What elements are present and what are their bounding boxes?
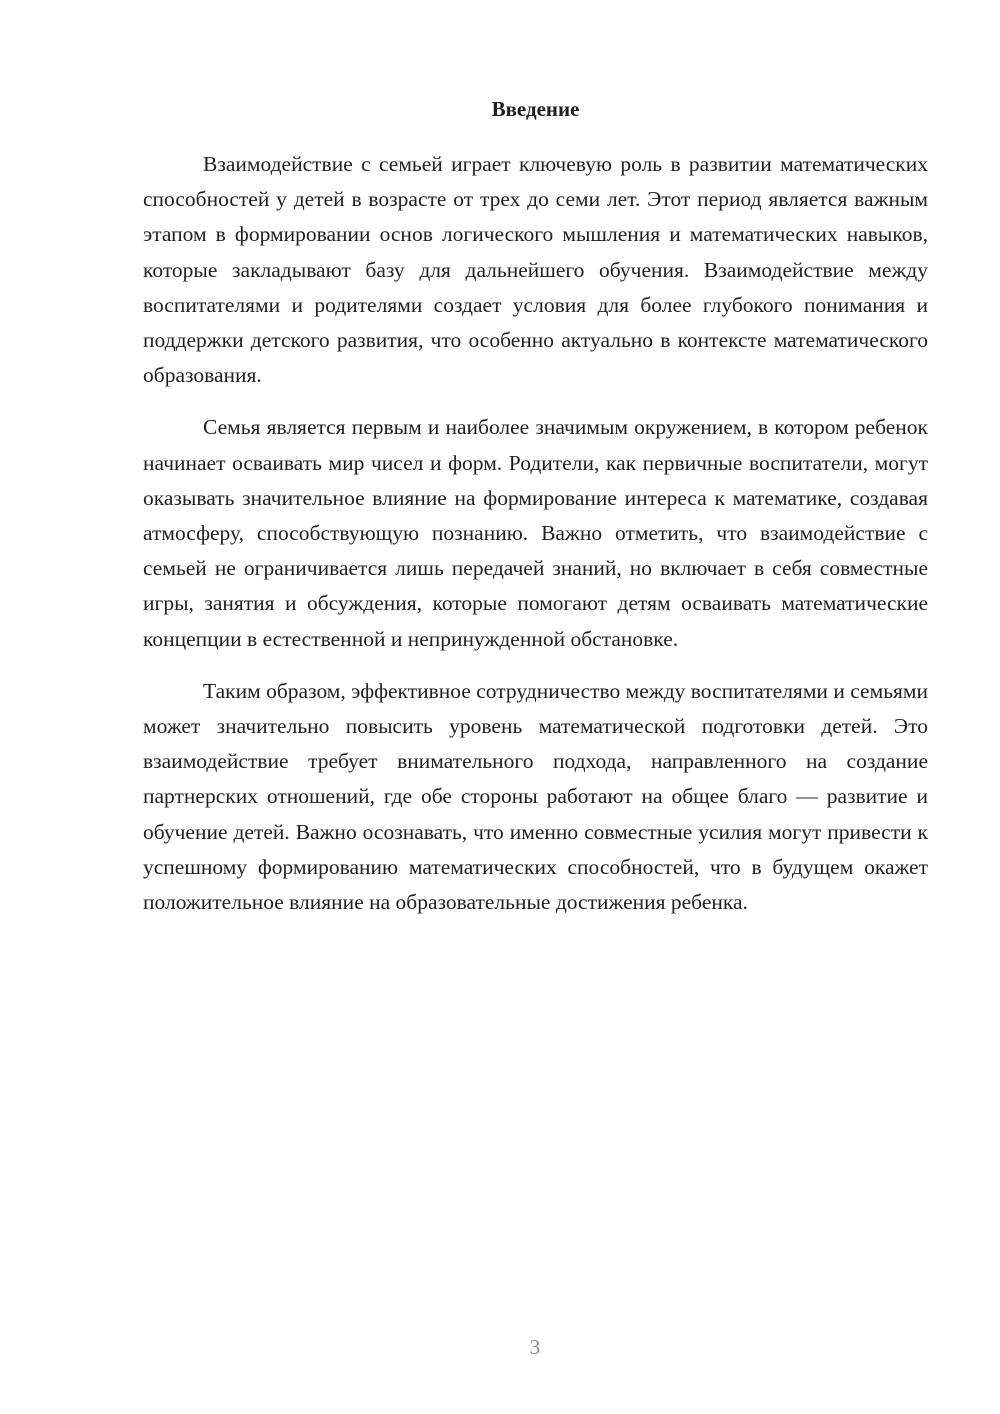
- page-content: [143, 92, 928, 920]
- paragraph-1: Взаимодействие с семьей играет ключевую роль в развитии математических способностей у детей в возрасте от трех до семи лет. Этот период является важным этапом в формировании основ логического мышления и математических навыков, которые закладывают базу для дальнейшего обучения. Взаимодействие между воспитателями и родителями создает условия для более глубокого понимания и поддержки детского развития, что особенно актуально в контексте математического образования.: [143, 152, 928, 388]
- section-title: Введение: [491, 97, 580, 121]
- paragraph-2: Семья является первым и наиболее значимым окружением, в котором ребенок начинает осваивать мир чисел и форм. Родители, как первичные воспитатели, могут оказывать значительное влияние на формирование интереса к математике, создавая атмосферу, способствующую познанию. Важно отметить, что взаимодействие с семьей не ограничивается лишь передачей знаний, но включает в себя совместные игры, занятия и обсуждения, которые помогают детям осваивать математические концепции в естественной и непринужденной обстановке.: [143, 415, 928, 651]
- page-number: 3: [529, 1335, 541, 1359]
- paragraph-3: Таким образом, эффективное сотрудничество между воспитателями и семьями может значительно повысить уровень математической подготовки детей. Это взаимодействие требует внимательного подхода, направленного на создание партнерских отношений, где обе стороны работают на общее благо — развитие и обучение детей. Важно осознавать, что именно совместные усилия могут привести к успешному формированию математических способностей, что в будущем окажет положительное влияние на образовательные достижения ребенка.: [143, 678, 928, 915]
